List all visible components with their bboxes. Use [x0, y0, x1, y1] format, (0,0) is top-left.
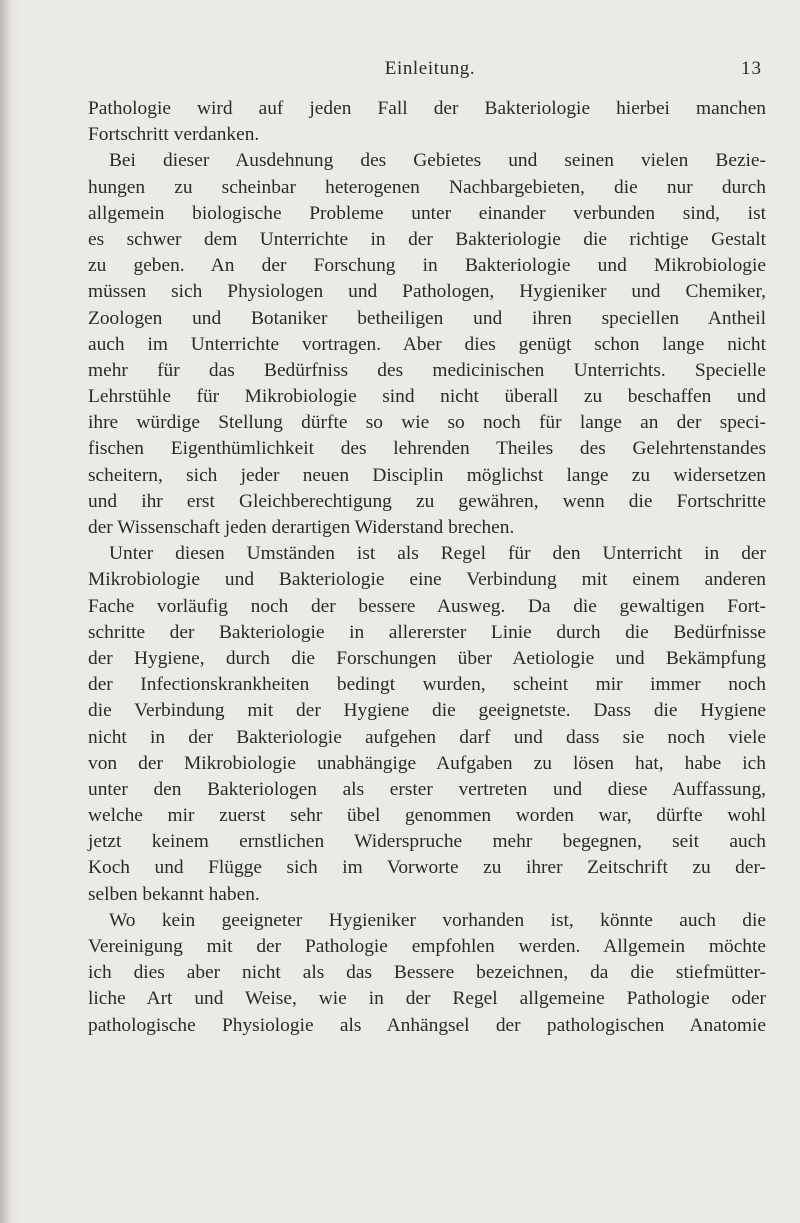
- text-line: schritte der Bakteriologie in allererster Linie durch die Bedürfnisse: [88, 621, 766, 643]
- text-line: der Hygiene, durch die Forschungen über Aetiologie und Bekämpfung: [88, 647, 766, 669]
- text-line: ihre würdige Stellung dürfte so wie so noch für lange an der speci-: [88, 412, 766, 434]
- text-line: mehr für das Bedürfniss des medicinischen Unterrichts. Specielle: [88, 359, 766, 381]
- text-line: Wo kein geeigneter Hygieniker vorhanden ist, könnte auch die: [109, 909, 766, 931]
- text-line: von der Mikrobiologie unabhängige Aufgaben zu lösen hat, habe ich: [88, 752, 766, 774]
- text-line: Fortschritt verdanken.: [88, 124, 260, 146]
- text-line: Fache vorläufig noch der bessere Ausweg. Da die gewaltigen Fort-: [88, 595, 766, 617]
- text-line: ich dies aber nicht als das Bessere bezeichnen, da die stiefmütter-: [88, 962, 766, 984]
- binding-shadow: [0, 0, 12, 1223]
- text-line: der Infectionskrankheiten bedingt wurden, scheint mir immer noch: [88, 674, 766, 696]
- chapter-title: Einleitung.: [384, 58, 476, 79]
- text-line: liche Art und Weise, wie in der Regel allgemeine Pathologie oder: [88, 988, 766, 1010]
- text-line: Zoologen und Botaniker betheiligen und ihren speciellen Antheil: [88, 307, 766, 329]
- text-line: pathologische Physiologie als Anhängsel der pathologischen Anatomie: [88, 1014, 766, 1036]
- text-line: zu geben. An der Forschung in Bakteriologie und Mikrobiologie: [88, 255, 766, 277]
- page-number: 13: [741, 58, 762, 79]
- text-line: und ihr erst Gleichberechtigung zu gewähren, wenn die Fortschritte: [88, 490, 766, 512]
- text-line: Lehrstühle für Mikrobiologie sind nicht überall zu beschaffen und: [88, 386, 766, 408]
- body-text: [88, 96, 766, 1039]
- text-line: müssen sich Physiologen und Pathologen, Hygieniker und Chemiker,: [88, 281, 766, 303]
- text-line: Vereinigung mit der Pathologie empfohlen werden. Allgemein möchte: [88, 936, 766, 957]
- text-line: scheitern, sich jeder neuen Disciplin möglichst lange zu widersetzen: [88, 464, 766, 486]
- text-line: welche mir zuerst sehr übel genommen worden war, dürfte wohl: [88, 805, 766, 827]
- text-line: fischen Eigenthümlichkeit des lehrenden Theiles des Gelehrtenstandes: [88, 438, 766, 460]
- text-line: die Verbindung mit der Hygiene die geeignetste. Dass die Hygiene: [88, 700, 766, 722]
- text-line: nicht in der Bakteriologie aufgehen darf und dass sie noch viele: [88, 726, 766, 748]
- text-line: Mikrobiologie und Bakteriologie eine Verbindung mit einem anderen: [88, 569, 766, 591]
- text-line: auch im Unterrichte vortragen. Aber dies genügt schon lange nicht: [88, 333, 766, 355]
- text-line: es schwer dem Unterrichte in der Bakteriologie die richtige Gestalt: [88, 228, 766, 250]
- text-line: hungen zu scheinbar heterogenen Nachbargebieten, die nur durch: [88, 176, 766, 198]
- text-line: Koch und Flügge sich im Vorworte zu ihrer Zeitschrift zu der-: [88, 857, 766, 879]
- running-head: [90, 58, 770, 84]
- text-line: selben bekannt haben.: [88, 883, 260, 905]
- text-line: Pathologie wird auf jeden Fall der Bakteriologie hierbei manchen: [88, 98, 766, 119]
- text-line: unter den Bakteriologen als erster vertreten und diese Auffassung,: [88, 778, 766, 800]
- text-line: der Wissenschaft jeden derartigen Widerstand brechen.: [88, 517, 515, 538]
- text-line: Bei dieser Ausdehnung des Gebietes und seinen vielen Bezie-: [109, 150, 766, 172]
- text-line: Unter diesen Umständen ist als Regel für den Unterricht in der: [109, 543, 766, 565]
- text-line: jetzt keinem ernstlichen Widerspruche mehr begegnen, seit auch: [88, 831, 766, 853]
- text-line: allgemein biologische Probleme unter einander verbunden sind, ist: [88, 202, 766, 224]
